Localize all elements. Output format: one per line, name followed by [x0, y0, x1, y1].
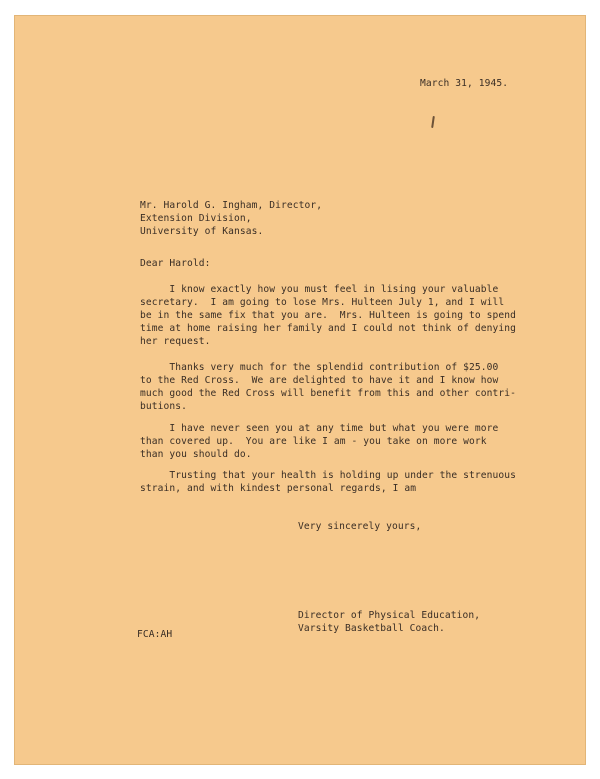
- body-line: be in the same fix that you are. Mrs. Hulteen is going to spend: [140, 310, 517, 321]
- signature-title-2: Varsity Basketball Coach.: [298, 623, 445, 634]
- reference-initials: FCA:AH: [137, 629, 173, 640]
- salutation: Dear Harold:: [140, 258, 211, 269]
- address-line-2: Extension Division,: [140, 213, 252, 224]
- closing: Very sincerely yours,: [298, 521, 422, 532]
- body-line: Thanks very much for the splendid contribution of $25.00: [140, 362, 499, 373]
- body-line: I have never seen you at any time but what you were more: [140, 423, 499, 434]
- body-line: Trusting that your health is holding up under the strenuous: [140, 470, 517, 481]
- body-line: secretary. I am going to lose Mrs. Hulteen July 1, and I will: [140, 297, 505, 308]
- letter-date: March 31, 1945.: [420, 78, 509, 89]
- address-line-3: University of Kansas.: [140, 226, 264, 237]
- body-line: I know exactly how you must feel in lising your valuable: [140, 284, 499, 295]
- body-line: to the Red Cross. We are delighted to have it and I know how: [140, 375, 499, 386]
- body-line: butions.: [140, 401, 188, 412]
- body-line: much good the Red Cross will benefit from this and other contri-: [140, 388, 517, 399]
- body-line: than covered up. You are like I am - you take on more work: [140, 436, 487, 447]
- signature-title-1: Director of Physical Education,: [298, 610, 481, 621]
- body-line: time at home raising her family and I could not think of denying: [140, 323, 517, 334]
- body-line: her request.: [140, 336, 211, 347]
- body-line: strain, and with kindest personal regards, I am: [140, 483, 417, 494]
- address-line-1: Mr. Harold G. Ingham, Director,: [140, 200, 323, 211]
- body-line: than you should do.: [140, 449, 252, 460]
